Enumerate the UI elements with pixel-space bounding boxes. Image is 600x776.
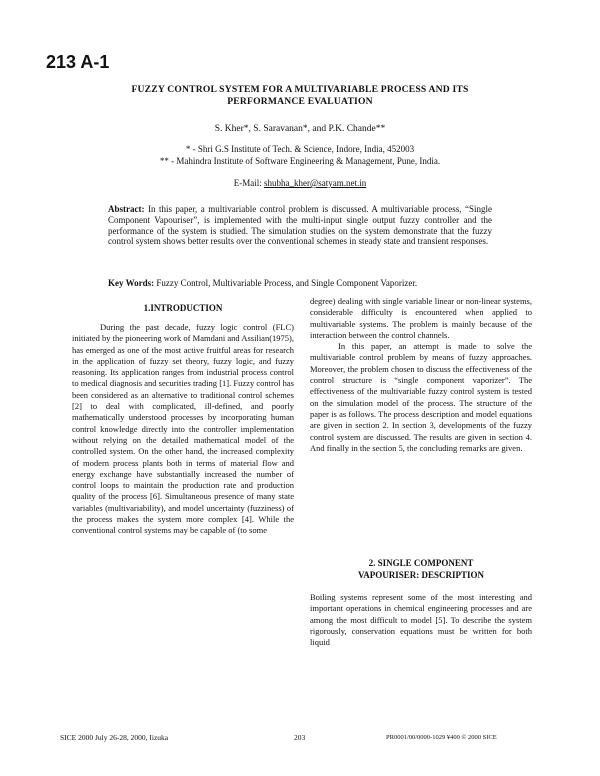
paper-id: 213 A-1 (46, 52, 110, 72)
email-line (100, 178, 500, 188)
intro-right-column (310, 296, 532, 454)
title-line-1: FUZZY CONTROL SYSTEM FOR A MULTIVARIABLE PROCESS AND ITS (131, 84, 469, 95)
intro-paragraph-2: In this paper, an attempt is made to solve the multivariable control problem by means of fuzzy approaches. Moreover, the problem chosen to discuss the effectiveness of the control structure is “single component vaporizer”. The effectiveness of the multivariable fuzzy control system is tested on the simulation model of the process. The structure of the paper is as follows. The process description and model equations are given in section 2. In section 3, developments of the fuzzy control system are discussed. The results are given in section 4. And finally in the section 5, the concluding remarks are given. (310, 341, 532, 453)
abstract-text: In this paper, a multivariable control problem is discussed. A multivariable process, “Single Component Vapouriser”, is implemented with the multi-input single output fuzzy controller and the performance of the system is studied. The simulation studies on the system demonstrate that the fuzzy control system shows better results over the conventional schemes in steady state and transient responses. (108, 204, 492, 247)
section-2-heading-line-2: VAPOURISER: DESCRIPTION (357, 570, 485, 580)
authors: S. Kher*, S. Saravanan*, and P.K. Chande** (214, 124, 386, 134)
section-2-body (310, 592, 532, 648)
keywords-text: Fuzzy Control, Multivariable Process, and Single Component Vaporizer. (156, 278, 418, 288)
paper-title (90, 84, 510, 108)
intro-left-column (72, 322, 294, 537)
email-label: E-Mail: (233, 178, 264, 188)
section-1-heading: 1.INTRODUCTION (143, 303, 223, 313)
footer-page-number: 203 (294, 733, 306, 742)
abstract (108, 204, 492, 247)
section-2-paragraph: Boiling systems represent some of the most interesting and important operations in chemical engineering processes and are among the most difficult to model [5]. To describe the system rigorously, conservation equations must be written for both liquid (310, 592, 532, 648)
intro-paragraph-continued: degree) dealing with single variable linear or non-linear systems, considerable difficulty is encountered when applied to multivariable systems. The problem is mainly because of the interaction between the control channels. (310, 296, 532, 340)
email-address: shubha_kher@satyam.net.in (263, 178, 367, 188)
abstract-label: Abstract: (108, 204, 145, 214)
keywords-label: Key Words: (108, 278, 155, 288)
intro-paragraph-1: During the past decade, fuzzy logic control (FLC) initiated by the pioneering work of Mamdani and Assilian(1975), has emerged as one of the most active fruitful areas for research in the application of fuzzy set theory, fuzzy logic, and fuzzy reasoning. Its application ranges from industrial process control to medical diagnosis and securities trading [1]. Fuzzy control has been considered as an alternative to traditional control schemes [2] to deal with complicated, ill-defined, and poorly mathematically understood processes by incorporating human control knowledge directly into the controller implementation without relying on the detailed mathematical model of the controlled system. On the other hand, the increased complexity of modern process plants both in terms of material flow and energy exchange have substantially increased the number of control loops to maintain the production rate and production quality of the process [6]. Simultaneous presence of many state variables (multivariability), and model uncertainty (fuzziness) of the process makes the system more complex [4]. While the conventional control systems may be capable of (to some (72, 322, 294, 536)
keywords (108, 278, 508, 288)
section-2-heading (310, 557, 532, 581)
title-line-2: PERFORMANCE EVALUATION (227, 96, 373, 107)
affiliation-2: ** - Mahindra Institute of Software Engineering & Management, Pune, India. (159, 156, 441, 166)
footer-copyright: PR0001/00/0000-1029 ¥400 © 2000 SICE (386, 734, 497, 741)
affiliation-1: * - Shri G.S Institute of Tech. & Science, Indore, India, 452003 (185, 144, 415, 154)
section-2-heading-line-1: 2. SINGLE COMPONENT (368, 558, 474, 568)
footer-conference: SICE 2000 July 26-28, 2000, Iizuka (60, 733, 169, 742)
